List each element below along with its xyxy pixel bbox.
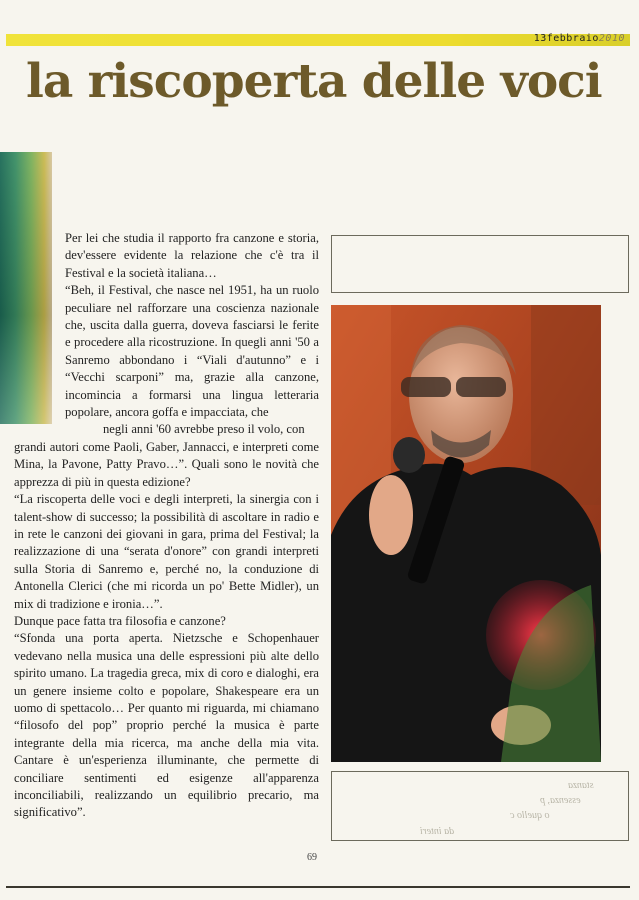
paragraph-question-3: Dunque pace fatta tra filosofia e canzone? xyxy=(14,613,226,628)
article-intro-block xyxy=(65,230,319,439)
issue-date-year: 2010 xyxy=(598,33,625,44)
paragraph-answer-1: “Beh, il Festival, che nasce nel 1951, ha un ruolo peculiare nel rafforzare una coscienza nazionale che, uscita dalla guerra, doveva fasciarsi le ferite e procedere alla ricostruzione. In quegli anni '50 a Sanremo abbondano i “Viali d'autunno” e i “Vecchi scarponi” ma, grazie alla canzone, incomincia a formarsi una lingua letteraria popolare, ancora goffa e impacciata, che xyxy=(65,283,319,420)
singer-photo-illustration xyxy=(331,305,601,762)
show-through-text-1: stanza xyxy=(568,780,594,791)
paragraph-answer-1-continued: negli anni '60 avrebbe preso il volo, con xyxy=(103,422,305,437)
caption-frame-top xyxy=(331,235,629,293)
footer-rule xyxy=(6,886,630,888)
show-through-text-4: da interi xyxy=(420,826,455,837)
article-title: la riscoperta delle voci xyxy=(26,54,602,109)
issue-date-day: 13febbraio xyxy=(533,33,599,44)
issue-date xyxy=(534,33,625,44)
paragraph-answer-2: “La riscoperta delle voci e degli interpreti, la sinergia con i talent-show di successo; la possibilità di ascoltare in radio e in rete le canzoni dei giovani in gara, prima del Festival; la realizzazione di una “serata d'onore” con grandi interpreti sulla Storia di Sanremo e, perché no, la conduzione di Antonella Clerici (che mi ricorda un po' Bette Midler), un mix di tradizione e ironia…”. xyxy=(14,492,319,611)
page-number: 69 xyxy=(307,852,317,863)
show-through-text-2: essenza, p xyxy=(540,795,581,806)
paragraph-answer-1-end: grandi autori come Paoli, Gaber, Jannacci, e interpreti come Mina, la Pavone, Patty Pravo…”. Quali sono le novità che apprezza di più in questa edizione? xyxy=(14,439,319,489)
article-body xyxy=(14,230,319,822)
paragraph-answer-3: “Sfonda una porta aperta. Nietzsche e Schopenhauer vedevano nella musica una delle espressioni più alte dello spirito umano. La tragedia greca, mix di coro e dialoghi, era un genere insieme colto e popolare, Shakespeare era un uomo di spettacolo… Per quanto mi riguarda, mi chiamano “filosofo del pop” proprio perché la musica è parte integrante della mia ricerca, ma anche della mia vita. Cantare è un'esperienza illuminante, che permette di conciliare sentimenti ed esigenze all'apparenza inconciliabili, realizzando un equilibrio precario, ma significativo”. xyxy=(14,631,319,820)
singer-photo xyxy=(331,305,601,762)
show-through-text-3: o quello c xyxy=(510,810,550,821)
paragraph-question-1: Per lei che studia il rapporto fra canzone e storia, dev'essere evidente la relazione che c'è tra il Festival e la società italiana… xyxy=(65,231,319,280)
